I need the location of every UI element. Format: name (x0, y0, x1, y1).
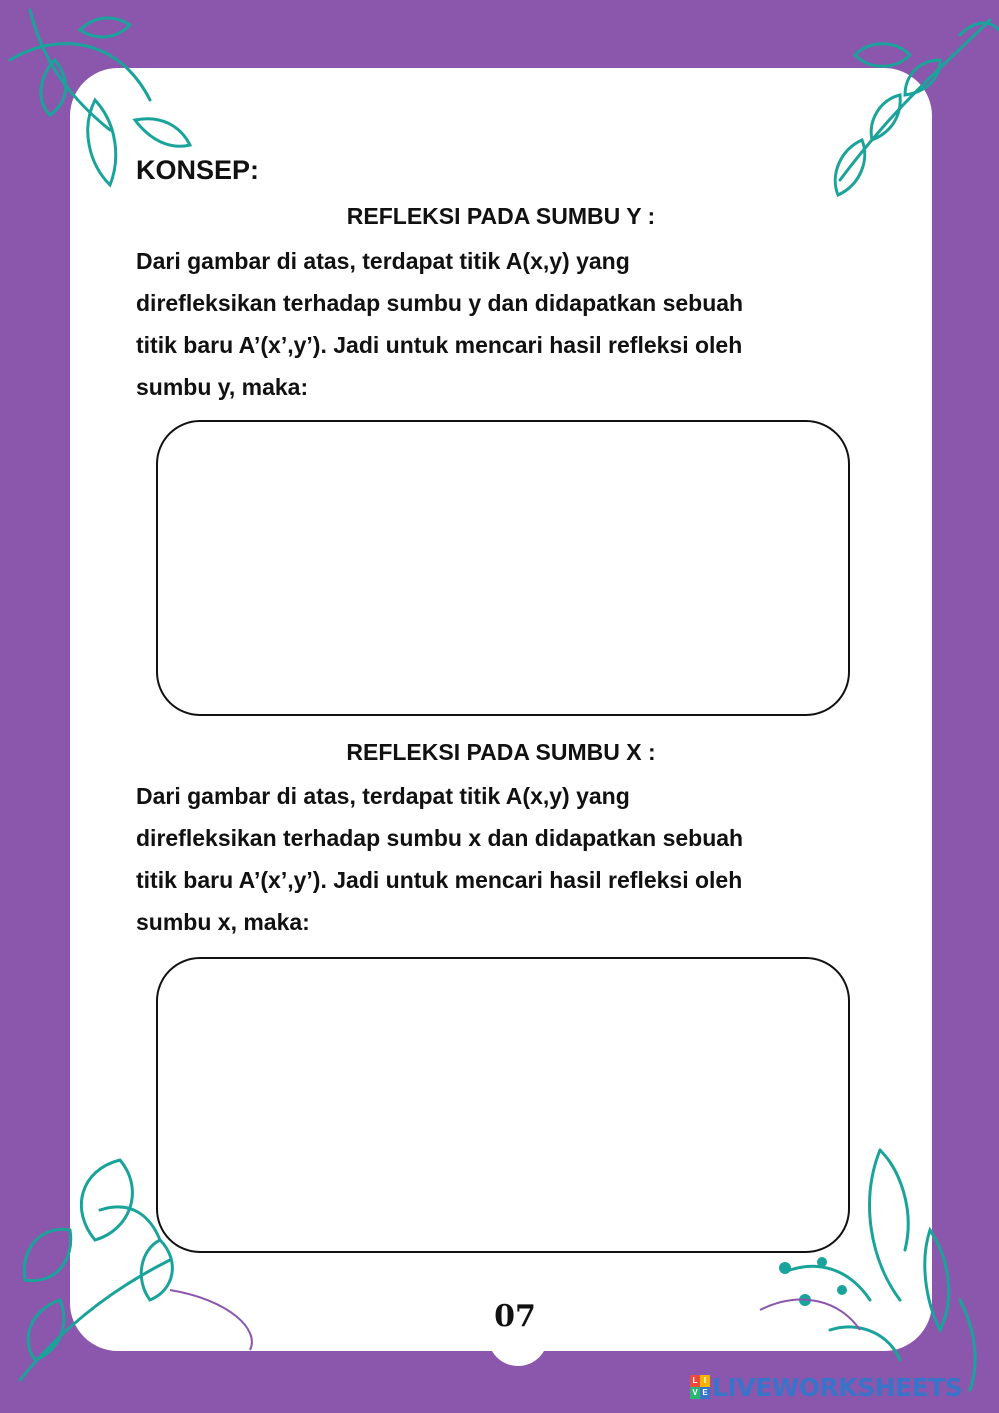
logo-letter: E (700, 1387, 710, 1399)
text-line: Dari gambar di atas, terdapat titik A(x,y) yang (136, 248, 630, 274)
logo-letter: V (690, 1387, 700, 1399)
liveworksheets-logo-icon (690, 1375, 710, 1399)
text-line: titik baru A’(x’,y’). Jadi untuk mencari hasil refleksi oleh (136, 867, 743, 893)
text-line: titik baru A’(x’,y’). Jadi untuk mencari hasil refleksi oleh (136, 332, 743, 358)
section-text-x (136, 775, 866, 943)
text-line: sumbu x, maka: (136, 909, 310, 935)
answer-box-x[interactable] (156, 957, 850, 1253)
page-heading: KONSEP: (136, 155, 260, 185)
section-title-x: REFLEKSI PADA SUMBU X : (346, 739, 656, 765)
section-title-y: REFLEKSI PADA SUMBU Y : (346, 203, 656, 229)
text-line: Dari gambar di atas, terdapat titik A(x,y) yang (136, 783, 630, 809)
logo-letter: I (700, 1375, 710, 1387)
text-line: direfleksikan terhadap sumbu x dan didapatkan sebuah (136, 825, 744, 851)
logo-letter: L (690, 1375, 700, 1387)
liveworksheets-brand[interactable] (690, 1372, 962, 1402)
answer-box-y[interactable] (156, 420, 850, 716)
brand-name: LIVEWORKSHEETS (712, 1372, 963, 1402)
text-line: sumbu y, maka: (136, 374, 309, 400)
section-text-y (136, 240, 866, 408)
text-line: direfleksikan terhadap sumbu y dan didapatkan sebuah (136, 290, 744, 316)
page-number: 07 (494, 1299, 536, 1334)
